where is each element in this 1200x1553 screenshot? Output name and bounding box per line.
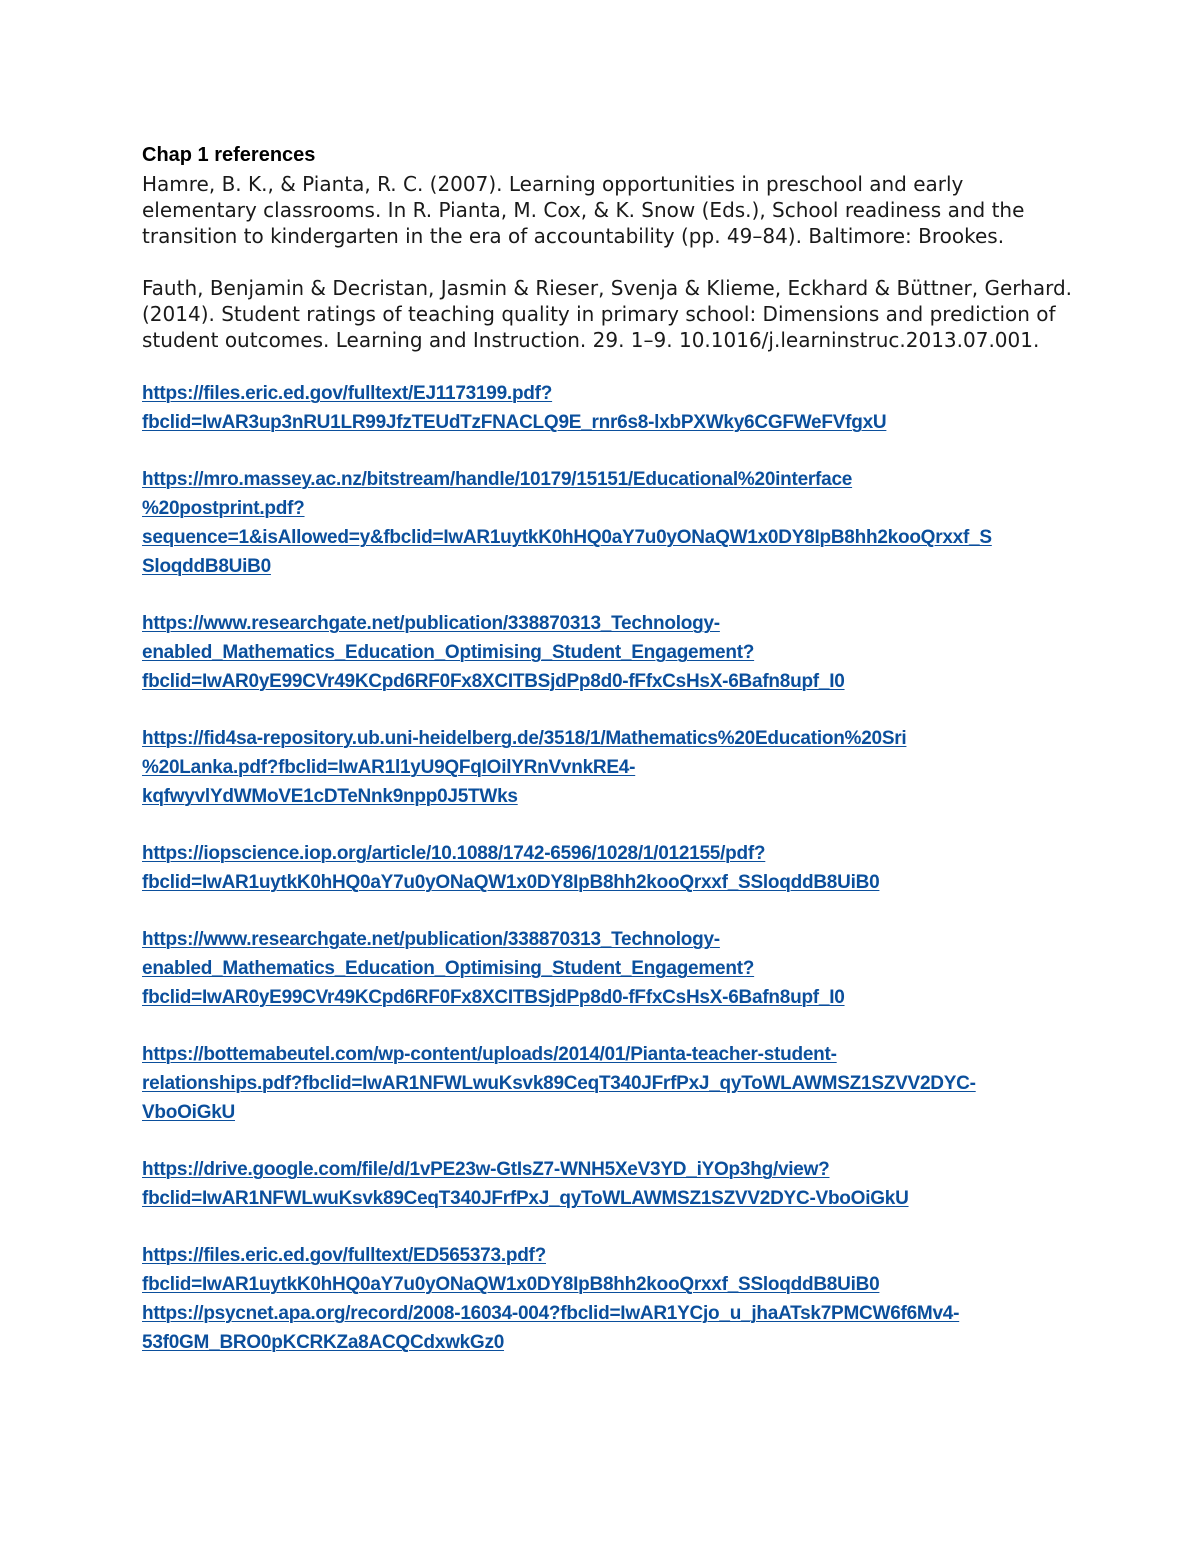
hyperlink-line[interactable]: fbclid=IwAR0yE99CVr49KCpd6RF0Fx8XCITBSjdPp8d0-fFfxCsHsX-6Bafn8upf_I0 xyxy=(142,987,845,1008)
hyperlink-line[interactable]: fbclid=IwAR1NFWLwuKsvk89CeqT340JFrfPxJ_qyToWLAWMSZ1SZVV2DYC-VboOiGkU xyxy=(142,1188,909,1209)
hyperlink-line[interactable]: https://psycnet.apa.org/record/2008-16034-004?fbclid=IwAR1YCjo_u_jhaATsk7PMCW6f6Mv4- xyxy=(142,1303,960,1324)
hyperlink-line[interactable]: VboOiGkU xyxy=(142,1102,236,1123)
hyperlink-line[interactable]: SloqddB8UiB0 xyxy=(142,556,271,577)
hyperlink-line[interactable]: https://www.researchgate.net/publication/338870313_Technology- xyxy=(142,929,720,950)
hyperlink-line[interactable]: enabled_Mathematics_Education_Optimising_Student_Engagement? xyxy=(142,958,755,979)
page-title: Chap 1 references xyxy=(142,144,316,166)
reference-link-google-drive xyxy=(142,1155,1072,1213)
hyperlink-line[interactable]: https://iopscience.iop.org/article/10.1088/1742-6596/1028/1/012155/pdf? xyxy=(142,843,766,864)
hyperlink-line[interactable]: %20postprint.pdf? xyxy=(142,498,305,519)
reference-link-eric-ed565373 xyxy=(142,1241,1072,1299)
reference-link-eric-ej1173199 xyxy=(142,379,1072,437)
hyperlink-line[interactable]: https://fid4sa-repository.ub.uni-heidelberg.de/3518/1/Mathematics%20Education%20Sri xyxy=(142,728,907,749)
hyperlink-line[interactable]: fbclid=IwAR3up3nRU1LR99JfzTEUdTzFNACLQ9E_rnr6s8-lxbPXWky6CGFWeFVfgxU xyxy=(142,412,887,433)
reference-link-heidelberg xyxy=(142,724,1072,811)
hyperlink-line[interactable]: kqfwyvlYdWMoVE1cDTeNnk9npp0J5TWks xyxy=(142,786,518,807)
hyperlink-line[interactable]: relationships.pdf?fbclid=IwAR1NFWLwuKsvk89CeqT340JFrfPxJ_qyToWLAWMSZ1SZVV2DYC- xyxy=(142,1073,976,1094)
reference-link-researchgate-2 xyxy=(142,925,1072,1012)
hyperlink-line[interactable]: 53f0GM_BRO0pKCRKZa8ACQCdxwkGz0 xyxy=(142,1332,505,1353)
hyperlink-line[interactable]: fbclid=IwAR1uytkK0hHQ0aY7u0yONaQW1x0DY8IpB8hh2kooQrxxf_SSloqddB8UiB0 xyxy=(142,1274,880,1295)
hyperlink-line[interactable]: https://drive.google.com/file/d/1vPE23w-GtIsZ7-WNH5XeV3YD_iYOp3hg/view? xyxy=(142,1159,830,1180)
hyperlink-line[interactable]: sequence=1&isAllowed=y&fbclid=IwAR1uytkK0hHQ0aY7u0yONaQW1x0DY8IpB8hh2kooQrxxf_S xyxy=(142,527,992,548)
hyperlink-line[interactable]: https://bottemabeutel.com/wp-content/uploads/2014/01/Pianta-teacher-student- xyxy=(142,1044,837,1065)
citation-hamre-pianta: Hamre, B. K., & Pianta, R. C. (2007). Learning opportunities in preschool and early elementary classrooms. In R. Pianta, M. Cox, & K. Snow (Eds.), School readiness and the transition to kindergarten in the era of accountability (pp. 49–84). Baltimore: Brookes. xyxy=(142,172,1025,248)
references-section xyxy=(142,140,1072,1357)
reference-link-psycnet xyxy=(142,1299,1072,1357)
citation-fauth-et-al: Fauth, Benjamin & Decristan, Jasmin & Rieser, Svenja & Klieme, Eckhard & Büttner, Gerhard. (2014). Student ratings of teaching quality in primary school: Dimensions and prediction of student outcomes. Learning and Instruction. 29. 1–9. 10.1016/j.learninstruc.2013.07.001. xyxy=(142,276,1072,352)
hyperlink-line[interactable]: %20Lanka.pdf?fbclid=IwAR1l1yU9QFqIOilYRnVvnkRE4- xyxy=(142,757,636,778)
reference-link-massey xyxy=(142,465,1072,581)
hyperlink-line[interactable]: https://files.eric.ed.gov/fulltext/ED565373.pdf? xyxy=(142,1245,546,1266)
reference-link-bottemabeutel xyxy=(142,1040,1072,1127)
reference-link-iopscience xyxy=(142,839,1072,897)
hyperlink-line[interactable]: fbclid=IwAR0yE99CVr49KCpd6RF0Fx8XCITBSjdPp8d0-fFfxCsHsX-6Bafn8upf_I0 xyxy=(142,671,845,692)
hyperlink-line[interactable]: enabled_Mathematics_Education_Optimising_Student_Engagement? xyxy=(142,642,755,663)
hyperlink-line[interactable]: fbclid=IwAR1uytkK0hHQ0aY7u0yONaQW1x0DY8IpB8hh2kooQrxxf_SSloqddB8UiB0 xyxy=(142,872,880,893)
reference-link-researchgate-1 xyxy=(142,609,1072,696)
hyperlink-line[interactable]: https://files.eric.ed.gov/fulltext/EJ1173199.pdf? xyxy=(142,383,553,404)
hyperlink-line[interactable]: https://www.researchgate.net/publication/338870313_Technology- xyxy=(142,613,720,634)
hyperlink-line[interactable]: https://mro.massey.ac.nz/bitstream/handle/10179/15151/Educational%20interface xyxy=(142,469,853,490)
